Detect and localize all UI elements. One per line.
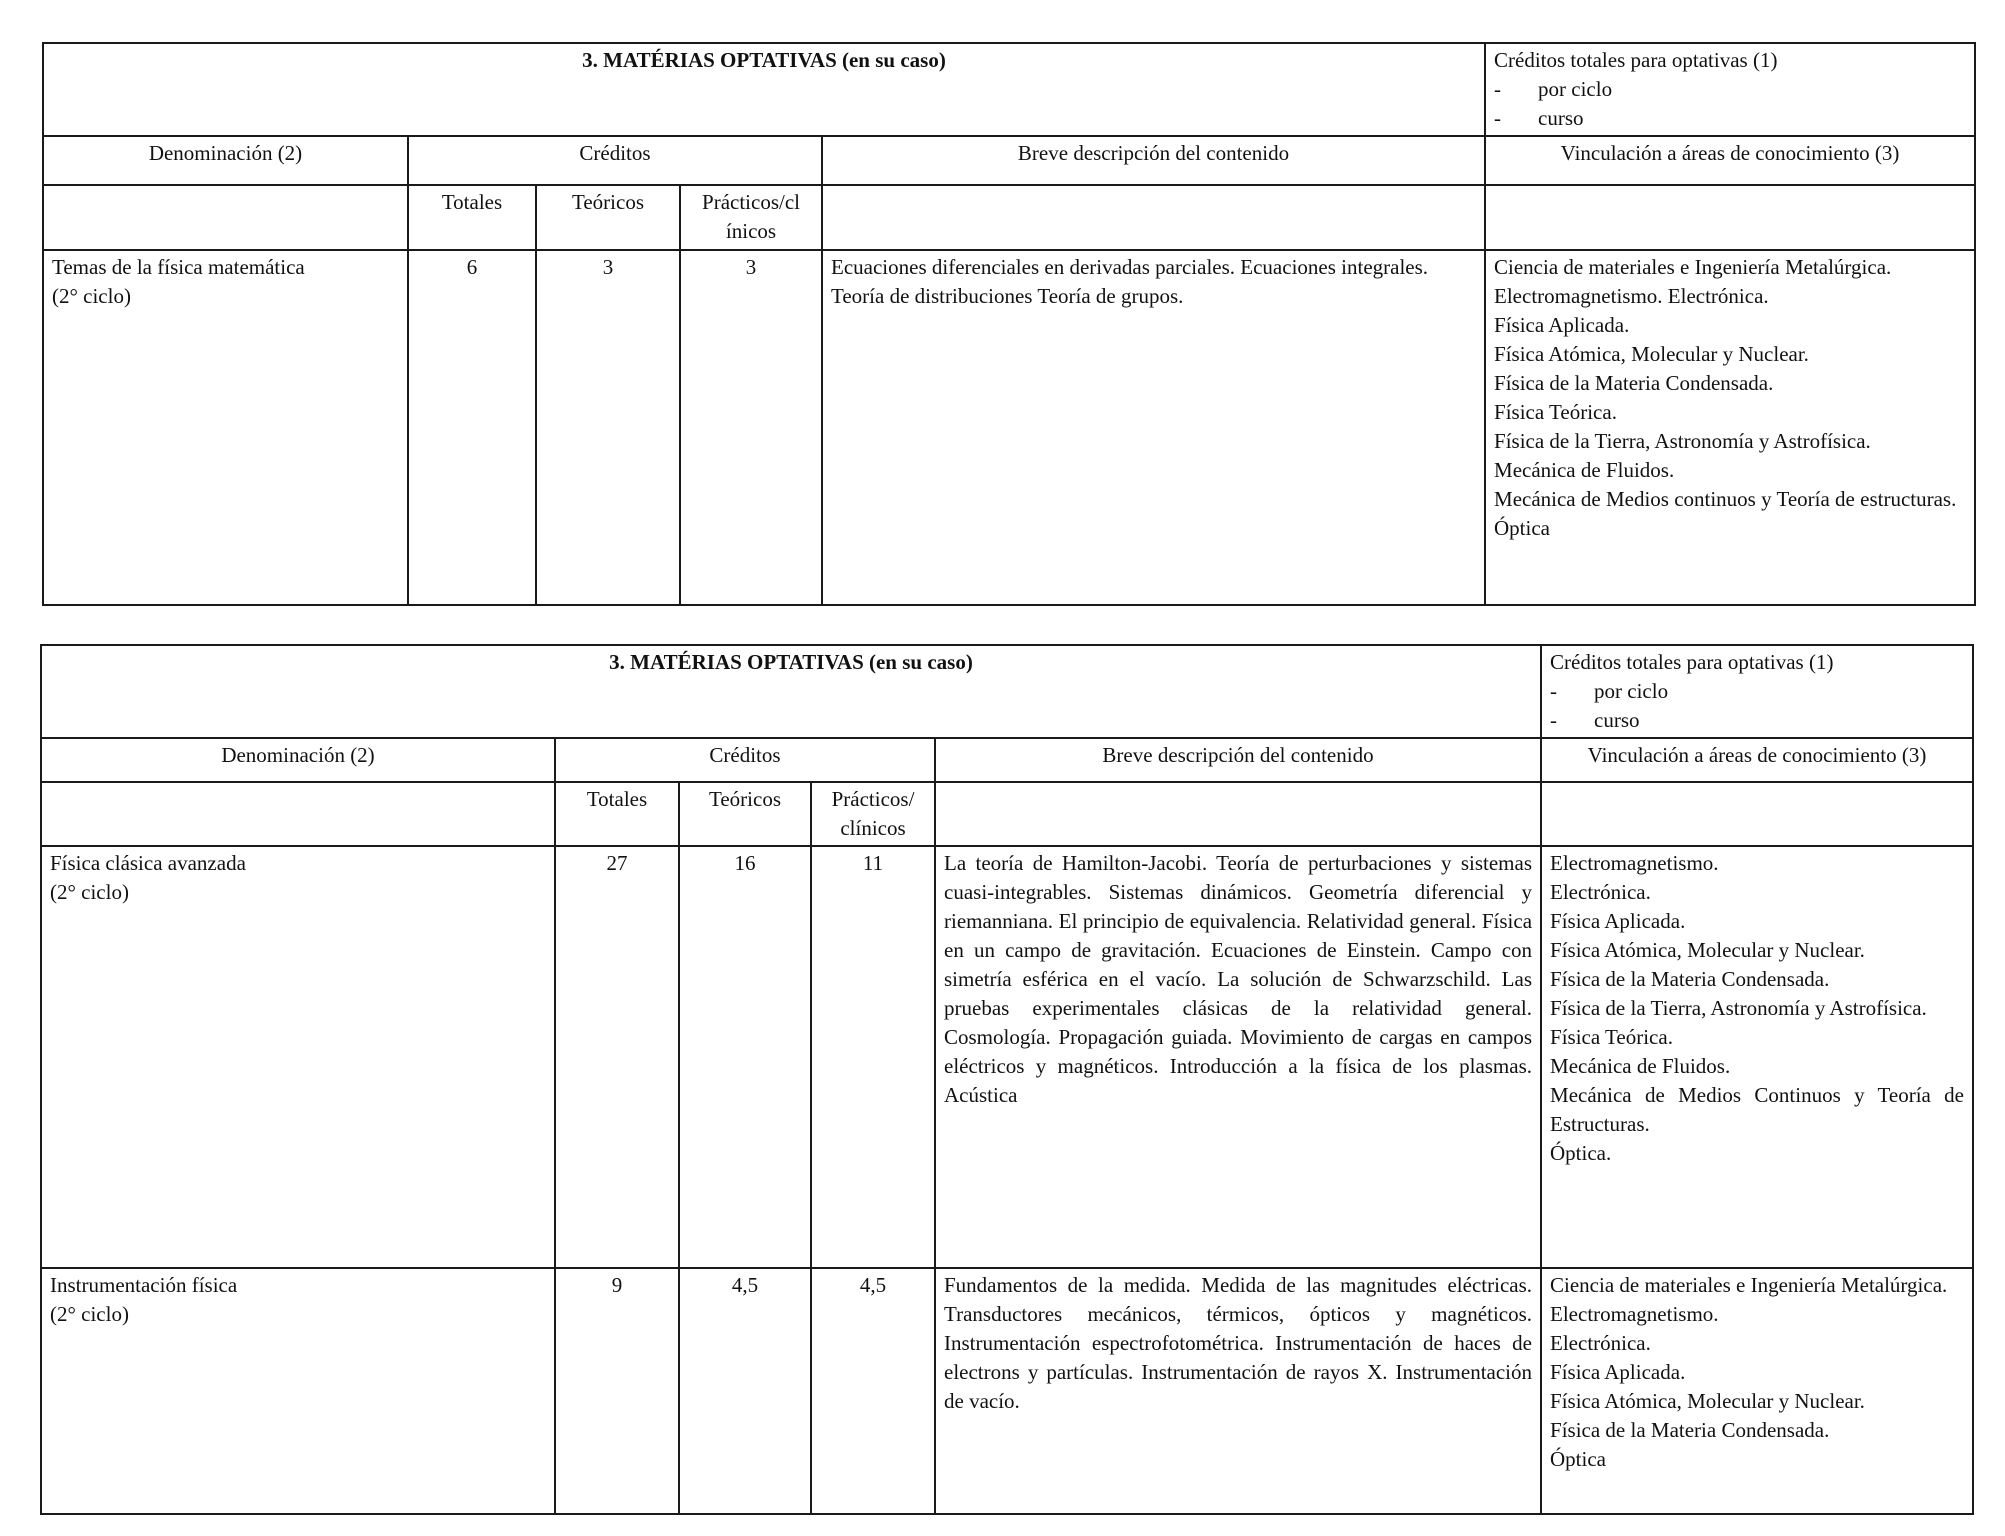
credits-totales: 27 xyxy=(555,846,679,1268)
credits-practicos: 4,5 xyxy=(811,1268,935,1514)
list-item: Física de la Materia Condensada. xyxy=(1550,1418,1830,1442)
credits-total-cell xyxy=(1541,645,1973,738)
header-empty xyxy=(935,782,1541,846)
header-vinculacion: Vinculación a áreas de conocimiento (3) xyxy=(1541,738,1973,782)
subject-name: Temas de la física matemática xyxy=(52,255,305,279)
header-empty xyxy=(43,185,408,250)
subject-description: Ecuaciones diferenciales en derivadas parciales. Ecuaciones integrales. Teoría de distribuciones Teoría de grupos. xyxy=(822,250,1485,605)
subject-description: La teoría de Hamilton-Jacobi. Teoría de perturbaciones y sistemas cuasi-integrables. Sistemas dinámicos. Geometría diferencial y riemanniana. El principio de equivalencia. Relatividad general. Física en un campo de gravitación. Ecuaciones de Einstein. Campo con simetría esférica en el vacío. La solución de Schwarzschild. Las pruebas experimentales clásicas de la relatividad general. Cosmología. Propagación guiada. Movimiento de cargas en campos eléctricos y magnéticos. Introducción a la física de los plasmas. Acústica xyxy=(935,846,1541,1268)
credits-totales: 9 xyxy=(555,1268,679,1514)
header-empty xyxy=(41,782,555,846)
list-item: Electrónica. xyxy=(1550,880,1651,904)
subject-description: Fundamentos de la medida. Medida de las magnitudes eléctricas. Transductores mecánicos, térmicos, ópticos y magnéticos. Instrumentación espectrofotométrica. Instrumentación de haces de electrons y partículas. Instrumentación de rayos X. Instrumentación de vacío. xyxy=(935,1268,1541,1514)
list-item: Mecánica de Fluidos. xyxy=(1494,458,1675,482)
areas-cell xyxy=(1541,846,1973,1268)
list-item: Física Aplicada. xyxy=(1494,313,1630,337)
list-item: Electrónica. xyxy=(1550,1331,1651,1355)
credits-totales: 6 xyxy=(408,250,536,605)
subject-name: Instrumentación física xyxy=(50,1273,238,1297)
list-item: Electromagnetismo. xyxy=(1550,1302,1719,1326)
header-empty xyxy=(1485,185,1975,250)
list-item: - curso xyxy=(1494,106,1584,130)
header-teoricos: Teóricos xyxy=(536,185,680,250)
header-practicos: Prácticos/ clínicos xyxy=(811,782,935,846)
list-item: Mecánica de Fluidos. xyxy=(1550,1054,1731,1078)
list-item: Mecánica de Medios continuos y Teoría de estructuras. xyxy=(1494,487,1957,511)
subject-cycle: (2° ciclo) xyxy=(50,1302,129,1326)
header-teoricos: Teóricos xyxy=(679,782,811,846)
optativas-table-2 xyxy=(40,644,1974,1515)
list-item: - por ciclo xyxy=(1550,679,1669,703)
header-denominacion: Denominación (2) xyxy=(43,136,408,185)
list-item: Física Teórica. xyxy=(1494,400,1617,424)
credits-practicos: 11 xyxy=(811,846,935,1268)
table-row xyxy=(41,1268,1973,1514)
subject-name-cell xyxy=(41,846,555,1268)
list-item: - curso xyxy=(1550,708,1640,732)
subject-name: Física clásica avanzada xyxy=(50,851,246,875)
header-descripcion: Breve descripción del contenido xyxy=(822,136,1485,185)
list-item: Física Atómica, Molecular y Nuclear. xyxy=(1550,1389,1865,1413)
list-item: Física de la Tierra, Astronomía y Astrofísica. xyxy=(1550,996,1927,1020)
credits-practicos: 3 xyxy=(680,250,822,605)
header-descripcion: Breve descripción del contenido xyxy=(935,738,1541,782)
list-item: - por ciclo xyxy=(1494,77,1613,101)
header-empty xyxy=(1541,782,1973,846)
areas-list xyxy=(1550,1271,1964,1474)
areas-list xyxy=(1494,253,1966,543)
list-item: Óptica xyxy=(1494,516,1550,540)
header-vinculacion: Vinculación a áreas de conocimiento (3) xyxy=(1485,136,1975,185)
table-row xyxy=(43,250,1975,605)
list-item: Ciencia de materiales e Ingeniería Metalúrgica. xyxy=(1550,1273,1948,1297)
credits-teoricos: 16 xyxy=(679,846,811,1268)
areas-cell xyxy=(1485,250,1975,605)
subject-name-cell xyxy=(43,250,408,605)
credits-bullet-list xyxy=(1550,677,1964,735)
subject-name-cell xyxy=(41,1268,555,1514)
credits-teoricos: 4,5 xyxy=(679,1268,811,1514)
list-item: Física Atómica, Molecular y Nuclear. xyxy=(1494,342,1809,366)
table-row xyxy=(41,846,1973,1268)
areas-cell xyxy=(1541,1268,1973,1514)
list-item: Física de la Materia Condensada. xyxy=(1550,967,1830,991)
table-title: 3. MATÉRIAS OPTATIVAS (en su caso) xyxy=(43,43,1485,136)
header-denominacion: Denominación (2) xyxy=(41,738,555,782)
list-item: Física Teórica. xyxy=(1550,1025,1673,1049)
subject-cycle: (2° ciclo) xyxy=(52,284,131,308)
list-item: Electromagnetismo. xyxy=(1550,851,1719,875)
list-item: Óptica xyxy=(1550,1447,1606,1471)
header-totales: Totales xyxy=(555,782,679,846)
optativas-table-1 xyxy=(42,42,1976,606)
credits-bullet-list xyxy=(1494,75,1966,133)
header-practicos: Prácticos/cl ínicos xyxy=(680,185,822,250)
list-item: Ciencia de materiales e Ingeniería Metalúrgica. xyxy=(1494,255,1892,279)
list-item: Mecánica de Medios Continuos y Teoría de Estructuras. xyxy=(1550,1083,1965,1136)
list-item: Óptica. xyxy=(1550,1141,1612,1165)
list-item: Física Aplicada. xyxy=(1550,909,1686,933)
list-item: Física de la Tierra, Astronomía y Astrofísica. xyxy=(1494,429,1871,453)
header-creditos: Créditos xyxy=(408,136,822,185)
header-totales: Totales xyxy=(408,185,536,250)
credits-total-label: Créditos totales para optativas (1) xyxy=(1550,650,1834,674)
header-empty xyxy=(822,185,1485,250)
list-item: Electromagnetismo. Electrónica. xyxy=(1494,284,1769,308)
credits-teoricos: 3 xyxy=(536,250,680,605)
list-item: Física Atómica, Molecular y Nuclear. xyxy=(1550,938,1865,962)
list-item: Física de la Materia Condensada. xyxy=(1494,371,1774,395)
credits-total-cell xyxy=(1485,43,1975,136)
header-creditos: Créditos xyxy=(555,738,935,782)
table-title: 3. MATÉRIAS OPTATIVAS (en su caso) xyxy=(41,645,1541,738)
credits-total-label: Créditos totales para optativas (1) xyxy=(1494,48,1778,72)
subject-cycle: (2° ciclo) xyxy=(50,880,129,904)
list-item: Física Aplicada. xyxy=(1550,1360,1686,1384)
areas-list xyxy=(1550,849,1964,1168)
